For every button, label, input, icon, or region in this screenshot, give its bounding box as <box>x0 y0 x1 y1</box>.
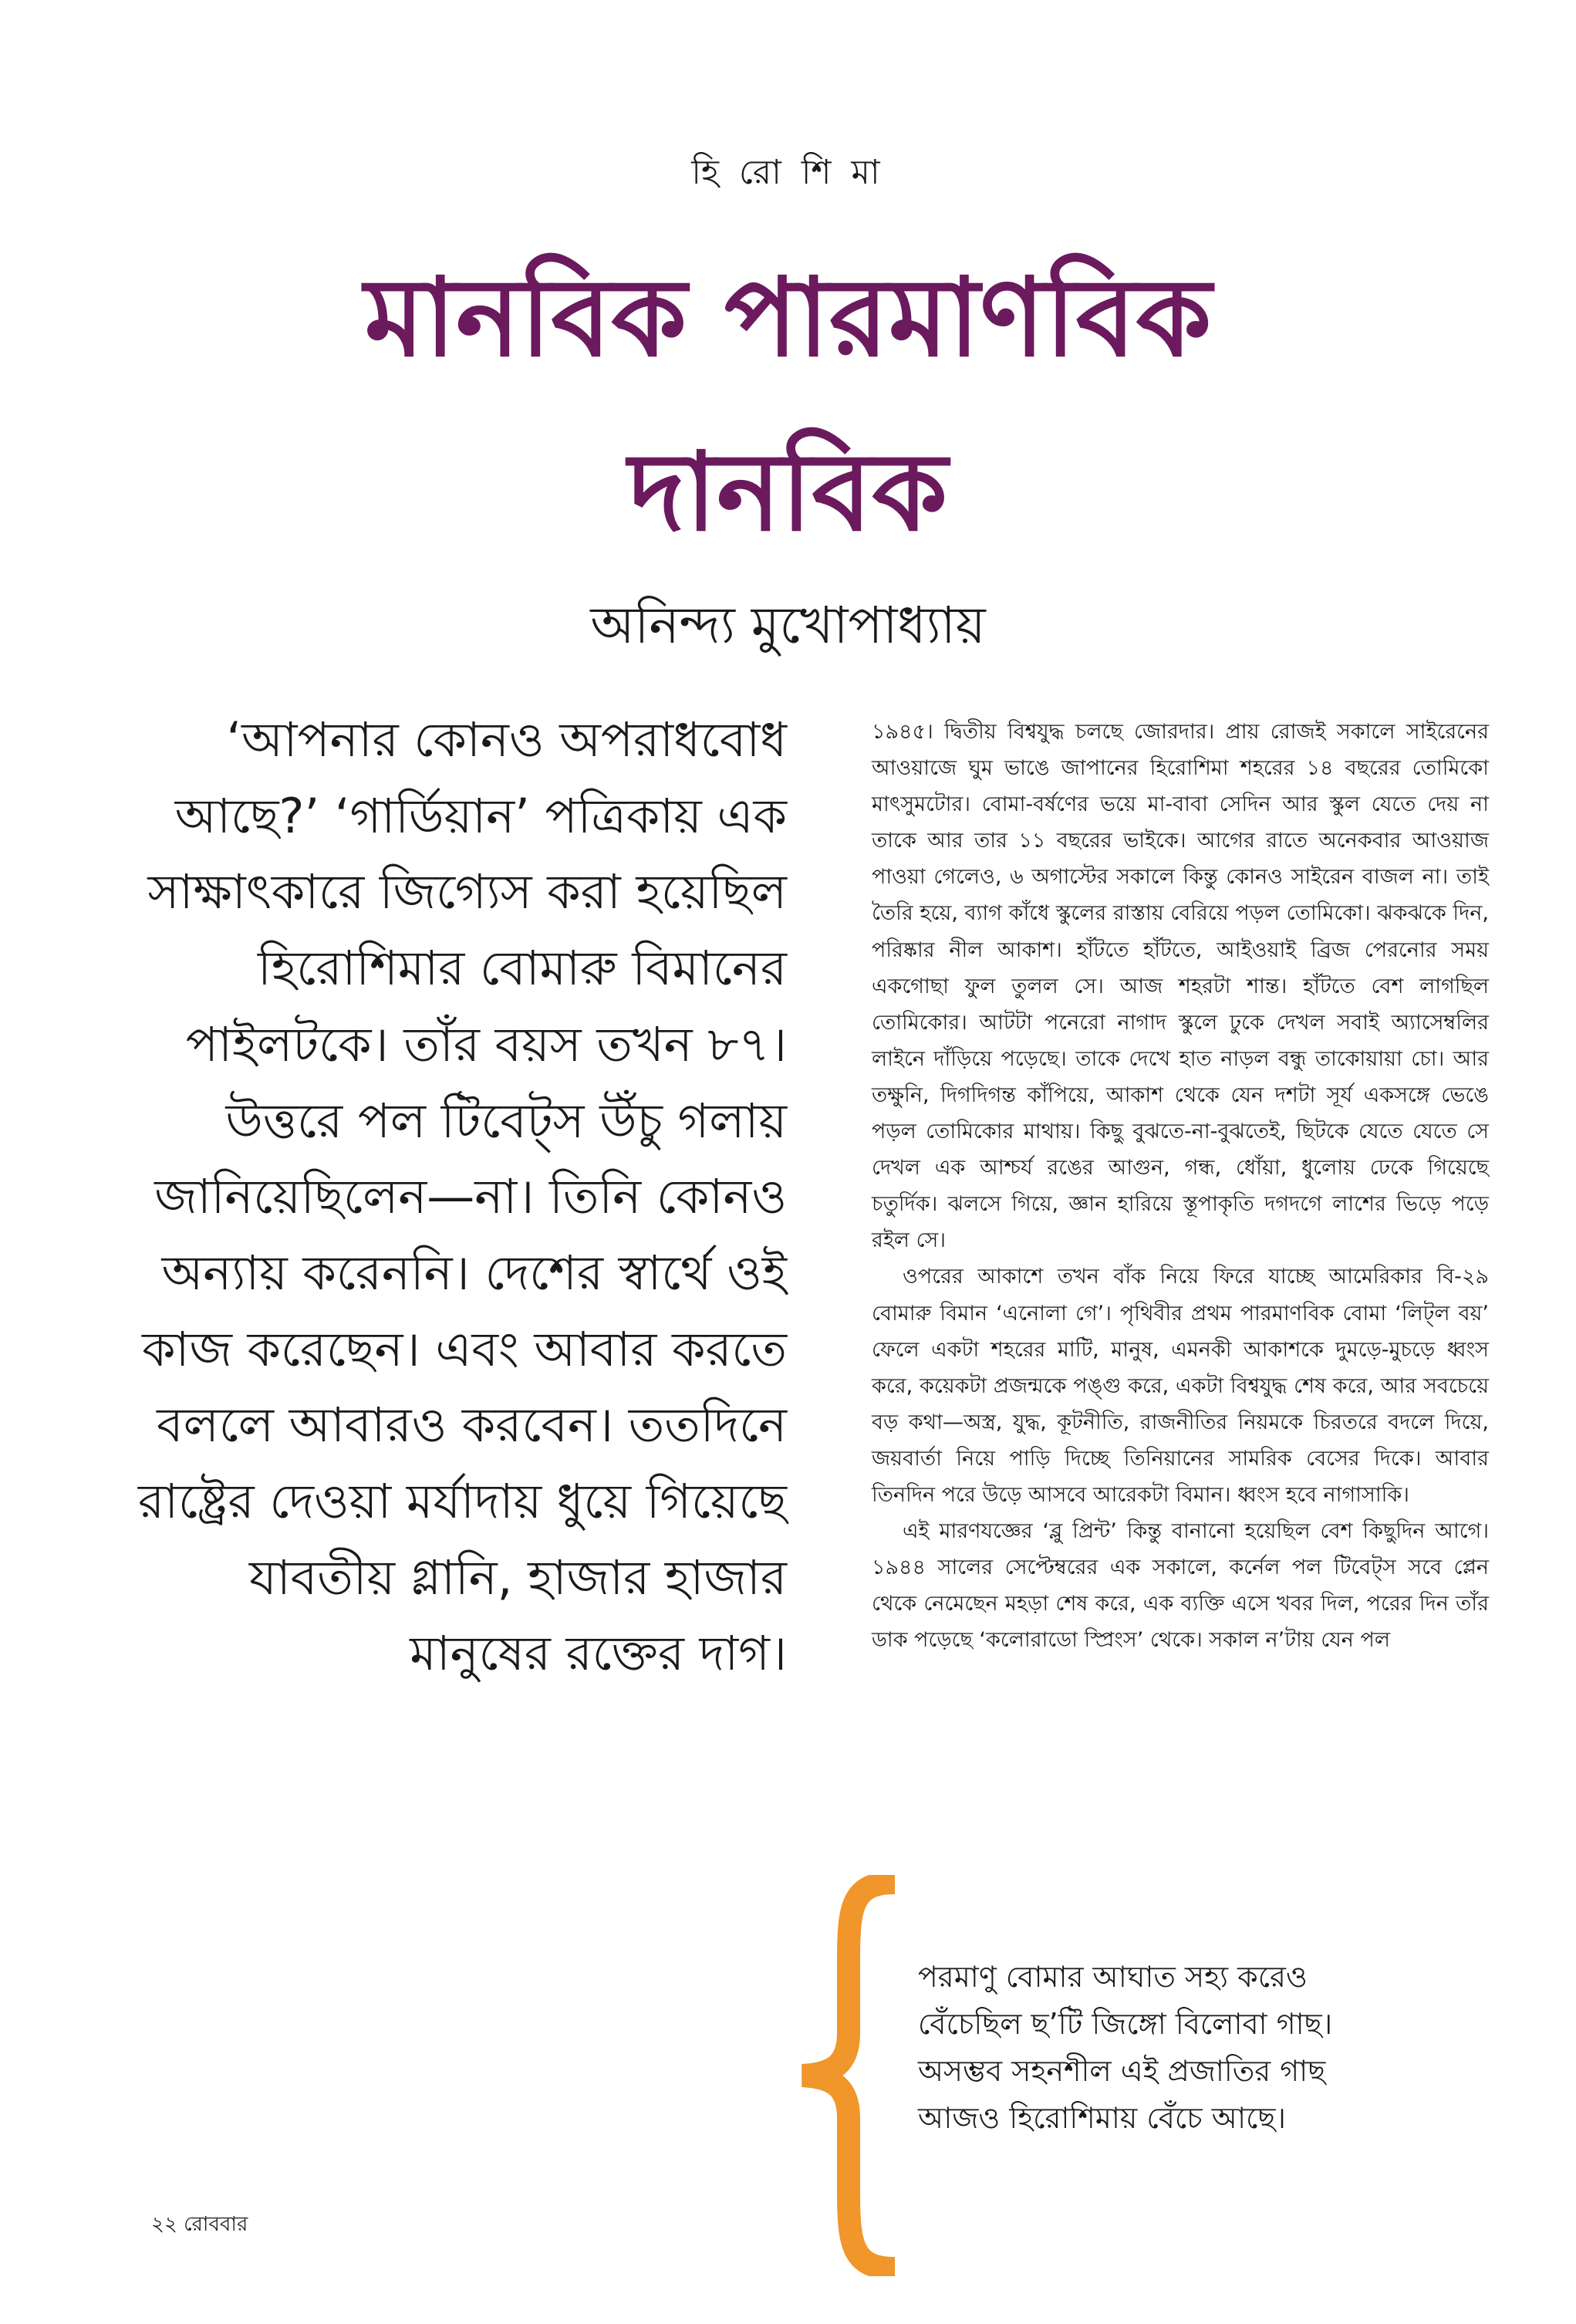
author-byline: অনিন্দ্য মুখোপাধ্যায় <box>590 596 986 655</box>
headline-line-2: দানবিক <box>628 430 948 556</box>
page-folio: ২২ রোববার <box>151 2213 248 2236</box>
pull-quote-line-3: অসম্ভব সহনশীল এই প্রজাতির গাছ <box>918 2054 1326 2088</box>
headline-line-1: মানবিক পারমাণবিক <box>364 255 1212 381</box>
body-paragraph-2: ওপরের আকাশে তখন বাঁক নিয়ে ফিরে যাচ্ছে আমেরিকার বি-২৯ বোমারু বিমান ‘এনোলা গে’। পৃথিবীর প্রথম পারমাণবিক বোমা ‘লিট্ল বয়’ ফেলে একটা শহরের মাটি, মানুষ, এমনকী আকাশকে দুমড়ে-মুচড়ে ধ্বংস করে, কয়েকটা প্রজন্মকে পঙ্গু করে, একটা বিশ্বযুদ্ধ শেষ করে, আর সবচেয়ে বড় কথা—অস্ত্র, যুদ্ধ, কূটনীতি, রাজনীতির নিয়মকে চিরতরে বদলে দিয়ে, জয়বার্তা নিয়ে পাড়ি দিচ্ছে তিনিয়ানের সামরিক বেসের দিকে। আবার তিনদিন পরে উড়ে আসবে আরেকটা বিমান। ধ্বংস হবে নাগাসাকি। <box>872 1265 1489 1507</box>
pull-quote <box>918 1954 1458 2142</box>
orange-brace-icon <box>779 1875 918 2276</box>
intro-quote: ‘আপনার কোনও অপরাধবোধ আছে?’ ‘গার্ডিয়ান’ পত্রিকায় এক সাক্ষাৎকারে জিগ্যেস করা হয়েছিল হিরোশিমার বোমারু বিমানের পাইলটকে। তাঁর বয়স তখন ৮৭। উত্তরে পল টিবেট্স উঁচু গলায় জানিয়েছিলেন—না। তিনি কোনও অন্যায় করেননি। দেশের স্বার্থে ওই কাজ করেছেন। এবং আবার করতে বললে আবারও করবেন। ততদিনে রাষ্ট্রের দেওয়া মর্যাদায় ধুয়ে গিয়েছে যাবতীয় গ্লানি, হাজার হাজার মানুষের রক্তের দাগ। <box>138 711 787 1682</box>
section-kicker: হি রো শি মা <box>691 153 885 192</box>
headline <box>0 231 1576 580</box>
body-paragraph-1: ১৯৪৫। দ্বিতীয় বিশ্বযুদ্ধ চলছে জোরদার। প্রায় রোজই সকালে সাইরেনের আওয়াজে ঘুম ভাঙে জাপানের হিরোশিমা শহরের ১৪ বছরের তোমিকো মাৎসুমটোর। বোমা-বর্ষণের ভয়ে মা-বাবা সেদিন আর স্কুল যেতে দেয় না তাকে আর তার ১১ বছরের ভাইকে। আগের রাতে অনেকবার আওয়াজ পাওয়া গেলেও, ৬ অগাস্টের সকালে কিন্তু কোনও সাইরেন বাজল না। তাই তৈরি হয়ে, ব্যাগ কাঁধে স্কুলের রাস্তায় বেরিয়ে পড়ল তোমিকো। ঝকঝকে দিন, পরিষ্কার নীল আকাশ। হাঁটতে হাঁটতে, আইওয়াই ব্রিজ পেরনোর সময় একগোছা ফুল তুলল সে। আজ শহরটা শান্ত। হাঁটতে বেশ লাগছিল তোমিকোর। আটটা পনেরো নাগাদ স্কুলে ঢুকে দেখল সবাই অ্যাসেম্বলির লাইনে দাঁড়িয়ে পড়েছে। তাকে দেখে হাত নাড়ল বন্ধু তাকোয়ায়া চো। আর তক্ষুনি, দিগদিগন্ত কাঁপিয়ে, আকাশ থেকে যেন দশটা সূর্য একসঙ্গে ভেঙে পড়ল তোমিকোর মাথায়। কিছু বুঝতে-না-বুঝতেই, ছিটকে যেতে যেতে সে দেখল এক আশ্চর্য রঙের আগুন, গন্ধ, ধোঁয়া, ধুলোয় ঢেকে গিয়েছে চতুর্দিক। ঝলসে গিয়ে, জ্ঞান হারিয়ে স্তূপাকৃতি দগদগে লাশের ভিড়ে পড়ে রইল সে। <box>872 720 1489 1253</box>
pull-quote-line-4: আজও হিরোশিমায় বেঁচে আছে। <box>918 2101 1286 2135</box>
pull-quote-line-1: পরমাণু বোমার আঘাত সহ্য করেও <box>918 1960 1308 1994</box>
body-paragraph-3: এই মারণযজ্ঞের ‘ব্লু প্রিন্ট’ কিন্তু বানানো হয়েছিল বেশ কিছুদিন আগে। ১৯৪৪ সালের সেপ্টেম্বরের এক সকালে, কর্নেল পল টিবেট্স সবে প্লেন থেকে নেমেছেন মহড়া শেষ করে, এক ব্যক্তি এসে খবর দিল, পরের দিন তাঁর ডাক পড়েছে ‘কলোরাডো স্প্রিংস’ থেকে। সকাল ন’টায় যেন পল <box>872 1519 1489 1653</box>
pull-quote-line-2: বেঁচেছিল ছ’টি জিঙ্গো বিলোবা গাছ। <box>918 2007 1333 2041</box>
article-body <box>872 714 1489 1658</box>
